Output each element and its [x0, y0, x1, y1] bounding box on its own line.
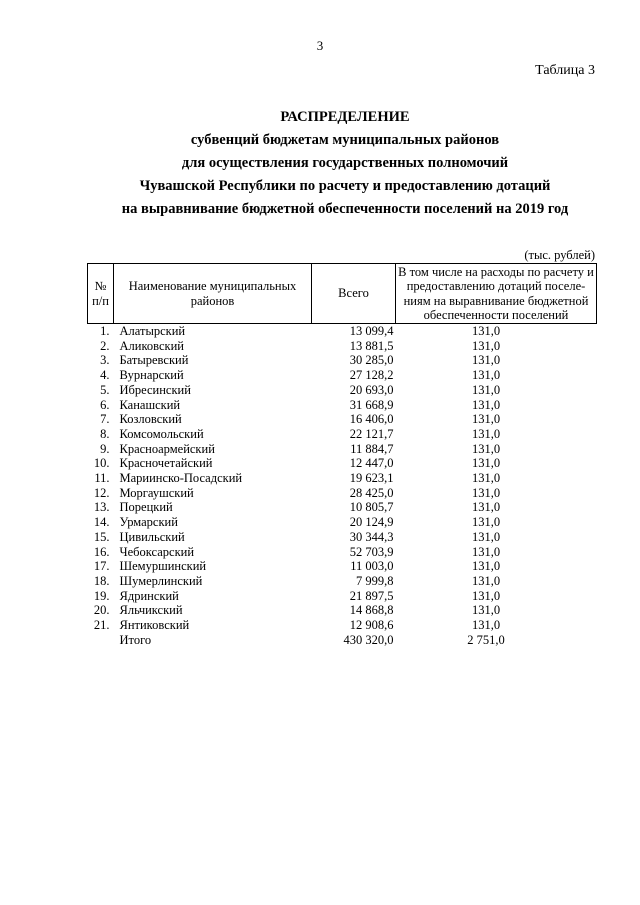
table-row: [88, 398, 597, 413]
row-number: 18.: [93, 573, 110, 588]
district-name: Козловский: [119, 412, 182, 427]
district-name: Чебоксарский: [119, 544, 195, 559]
row-number: 10.: [93, 456, 110, 471]
district-name: Урмарский: [119, 515, 178, 530]
including-amount: 131,0: [471, 441, 501, 456]
table-header-row: [88, 264, 597, 324]
row-number: 11.: [94, 471, 110, 486]
total-amount: 21 897,5: [349, 588, 394, 603]
row-number: 15.: [93, 529, 110, 544]
table-row: [88, 574, 597, 589]
total-amount: 20 124,9: [349, 515, 394, 530]
table-row: [88, 589, 597, 604]
row-number: 8.: [100, 426, 110, 441]
including-amount: 2 751,0: [467, 632, 505, 647]
heading-title: РАСПРЕДЕЛЕНИЕ: [280, 109, 410, 125]
district-name: Мариинско-Посадский: [119, 471, 243, 486]
header-total: Всего: [312, 264, 396, 324]
district-name: Батыревский: [119, 353, 189, 368]
table-row: [88, 486, 597, 501]
district-name: Шемуршинский: [119, 559, 207, 574]
table-row: [88, 442, 597, 457]
including-amount: 131,0: [471, 485, 501, 500]
table-row: [88, 500, 597, 515]
row-number: 4.: [100, 368, 110, 383]
district-name: Канашский: [119, 397, 181, 412]
table-row: [88, 471, 597, 486]
including-amount: 131,0: [471, 544, 501, 559]
row-number: 7.: [100, 412, 110, 427]
row-number: 17.: [93, 559, 110, 574]
row-number: 19.: [93, 588, 110, 603]
total-amount: 30 344,3: [349, 529, 394, 544]
total-amount: 16 406,0: [349, 412, 394, 427]
table-row: [88, 339, 597, 354]
table-row: [88, 515, 597, 530]
table-row: [88, 456, 597, 471]
table-row: [88, 368, 597, 383]
table-row: [88, 353, 597, 368]
table-label: Таблица 3: [535, 63, 595, 78]
including-amount: 131,0: [471, 338, 501, 353]
district-name: Ядринский: [119, 588, 179, 603]
table-body: [88, 324, 597, 648]
district-name: Комсомольский: [119, 426, 204, 441]
including-amount: 131,0: [471, 412, 501, 427]
including-amount: 131,0: [471, 500, 501, 515]
including-amount: 131,0: [471, 397, 501, 412]
heading-line: для осуществления государственных полномочий: [181, 155, 509, 171]
including-amount: 131,0: [471, 529, 501, 544]
total-amount: 13 881,5: [349, 338, 394, 353]
total-amount: 30 285,0: [349, 353, 394, 368]
total-amount: 12 447,0: [349, 456, 394, 471]
total-amount: 52 703,9: [349, 544, 394, 559]
total-amount: 28 425,0: [349, 485, 394, 500]
district-name: Порецкий: [119, 500, 173, 515]
including-amount: 131,0: [471, 471, 501, 486]
including-amount: 131,0: [471, 618, 501, 633]
including-amount: 131,0: [471, 426, 501, 441]
total-amount: 10 805,7: [349, 500, 394, 515]
total-amount: 13 099,4: [349, 324, 394, 338]
table-row: [88, 324, 597, 339]
table-row: [88, 603, 597, 618]
row-number: 6.: [100, 397, 110, 412]
row-number: 21.: [93, 618, 110, 633]
row-number: 1.: [100, 324, 110, 338]
row-number: 5.: [100, 382, 110, 397]
total-amount: 12 908,6: [349, 618, 394, 633]
table-row: [88, 618, 597, 633]
table-total-row: [88, 633, 597, 648]
district-name: Итого: [119, 632, 152, 647]
district-name: Ибресинский: [119, 382, 191, 397]
page-number: 3: [316, 38, 324, 53]
including-amount: 131,0: [471, 456, 501, 471]
district-name: Аликовский: [119, 338, 184, 353]
header-number: № п/п: [88, 264, 114, 324]
row-number: 13.: [93, 500, 110, 515]
header-including: В том числе на расходы по расчету и предоставлению дотаций поселе-ниям на выравнивание бюджетной обеспеченности поселений: [396, 264, 597, 324]
distribution-table: [87, 263, 597, 647]
including-amount: 131,0: [471, 588, 501, 603]
table-row: [88, 559, 597, 574]
row-number: 12.: [93, 485, 110, 500]
including-amount: 131,0: [471, 368, 501, 383]
heading-line: субвенций бюджетам муниципальных районов: [190, 132, 500, 148]
row-number: 3.: [100, 353, 110, 368]
table-row: [88, 530, 597, 545]
district-name: Цивильский: [119, 529, 185, 544]
total-amount: 19 623,1: [349, 471, 394, 486]
including-amount: 131,0: [471, 573, 501, 588]
district-name: Вурнарский: [119, 368, 184, 383]
heading-line: Чувашской Республики по расчету и предоставлению дотаций: [139, 178, 551, 194]
including-amount: 131,0: [471, 324, 501, 338]
district-name: Яльчикский: [119, 603, 183, 618]
total-amount: 27 128,2: [349, 368, 394, 383]
row-number: 2.: [100, 338, 110, 353]
table-row: [88, 412, 597, 427]
row-number: 14.: [93, 515, 110, 530]
total-amount: 11 884,7: [350, 441, 394, 456]
row-number: 9.: [100, 441, 110, 456]
including-amount: 131,0: [471, 559, 501, 574]
row-number: 16.: [93, 544, 110, 559]
district-name: Моргаушский: [119, 485, 194, 500]
including-amount: 131,0: [471, 382, 501, 397]
district-name: Красночетайский: [119, 456, 213, 471]
total-amount: 11 003,0: [350, 559, 394, 574]
total-amount: 14 868,8: [349, 603, 394, 618]
total-amount: 20 693,0: [349, 382, 394, 397]
heading-line: на выравнивание бюджетной обеспеченности поселений на 2019 год: [121, 201, 569, 217]
units-note: (тыс. рублей): [524, 248, 595, 262]
district-name: Шумерлинский: [119, 573, 203, 588]
row-number: [88, 633, 114, 648]
including-amount: 131,0: [471, 603, 501, 618]
including-amount: 131,0: [471, 515, 501, 530]
total-amount: 22 121,7: [349, 426, 394, 441]
total-amount: 7 999,8: [356, 573, 394, 588]
table-row: [88, 427, 597, 442]
table-row: [88, 383, 597, 398]
district-name: Янтиковский: [119, 618, 190, 633]
total-amount: 430 320,0: [343, 632, 394, 647]
document-heading: [95, 106, 595, 221]
including-amount: 131,0: [471, 353, 501, 368]
table-row: [88, 545, 597, 560]
district-name: Алатырский: [119, 324, 186, 338]
district-name: Красноармейский: [119, 441, 215, 456]
row-number: 20.: [93, 603, 110, 618]
header-district-name: Наименование муниципальных районов: [114, 264, 312, 324]
total-amount: 31 668,9: [349, 397, 394, 412]
